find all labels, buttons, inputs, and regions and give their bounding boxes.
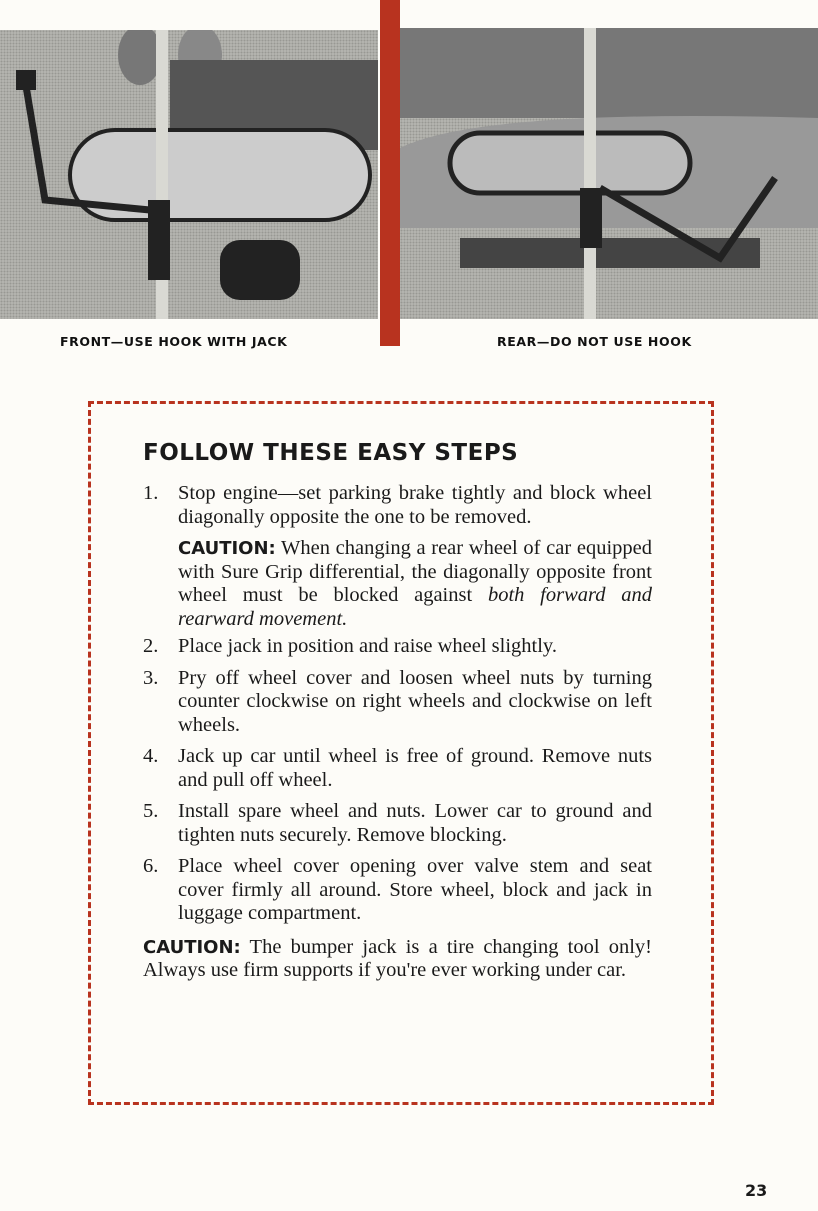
step-number: 6. bbox=[143, 855, 159, 877]
caution-text: When changing a rear wheel of car equipped with Sure Grip differential, the diagonally opposite front wheel must be blocked against bbox=[178, 537, 652, 606]
caution-emphasis: both forward and rearward movement. bbox=[178, 584, 652, 630]
red-divider-bar bbox=[380, 0, 400, 346]
step-text: Place wheel cover opening over valve stem and seat cover firmly all around. Store wheel, block and jack in luggage compartment. bbox=[178, 855, 652, 924]
caution-text: The bumper jack is a tire changing tool only! Always use firm supports if you're ever working under car. bbox=[143, 935, 652, 981]
step-text: Stop engine—set parking brake tightly and block wheel diagonally opposite the one to be removed. bbox=[178, 482, 652, 528]
step-item bbox=[143, 855, 652, 926]
front-caption: FRONT—USE HOOK WITH JACK bbox=[60, 334, 288, 349]
step-number: 1. bbox=[143, 482, 159, 504]
step-item bbox=[143, 482, 652, 529]
front-photo-illustration bbox=[0, 30, 378, 319]
bumper-jack-caution bbox=[143, 936, 652, 983]
step-text: Install spare wheel and nuts. Lower car to ground and tighten nuts securely. Remove blocking. bbox=[178, 800, 652, 846]
step-text: Place jack in position and raise wheel slightly. bbox=[178, 635, 557, 657]
front-bumper-jack-photo bbox=[0, 30, 378, 319]
step-item bbox=[143, 800, 652, 847]
rear-photo-illustration bbox=[400, 28, 818, 319]
step-item bbox=[143, 745, 652, 792]
step-text: Pry off wheel cover and loosen wheel nuts by turning counter clockwise on right wheels and clockwise on left wheels. bbox=[178, 666, 652, 736]
step-number: 2. bbox=[143, 635, 159, 657]
rear-bumper-jack-photo bbox=[400, 28, 818, 319]
sure-grip-caution bbox=[178, 537, 652, 631]
caution-label: CAUTION: bbox=[143, 936, 241, 958]
step-number: 5. bbox=[143, 800, 159, 822]
step-item bbox=[143, 667, 652, 738]
step-number: 3. bbox=[143, 666, 159, 689]
step-number: 4. bbox=[143, 745, 159, 767]
rear-caption: REAR—DO NOT USE HOOK bbox=[497, 334, 692, 349]
step-text: Jack up car until wheel is free of ground. Remove nuts and pull off wheel. bbox=[178, 745, 652, 791]
step-item bbox=[143, 635, 652, 659]
page-number: 23 bbox=[745, 1181, 768, 1200]
steps-heading: FOLLOW THESE EASY STEPS bbox=[143, 440, 519, 466]
caution-label: CAUTION: bbox=[178, 538, 276, 559]
steps-list bbox=[143, 482, 652, 983]
